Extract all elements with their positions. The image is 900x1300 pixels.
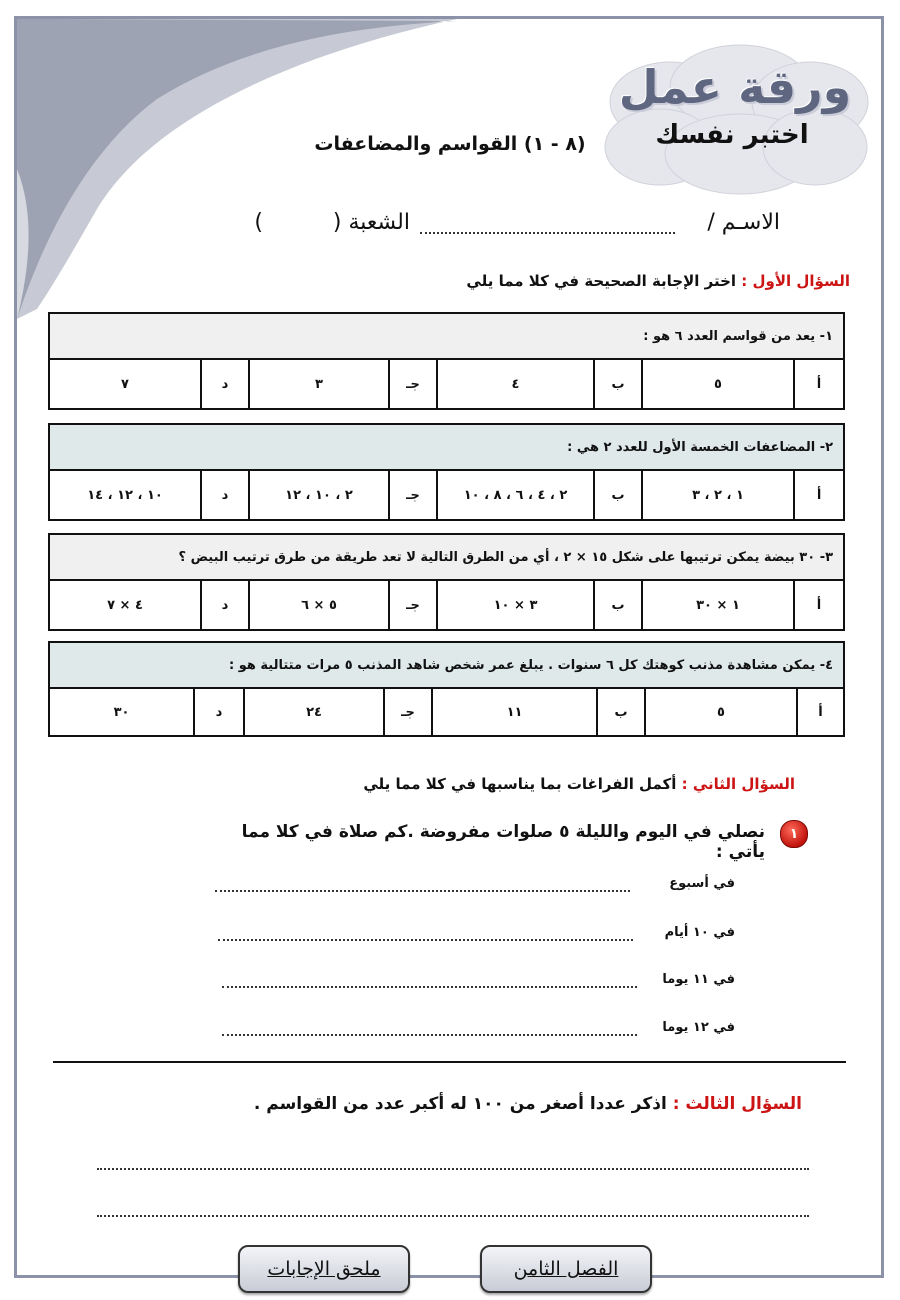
question2-instruction: أكمل الفراغات بما يناسبها في كلا مما يلي (363, 775, 677, 793)
option-a-letter: أ (794, 359, 844, 409)
item4-prompt: ٤- يمكن مشاهدة مذنب كوهتك كل ٦ سنوات . يبلغ عمر شخص شاهد المذنب ٥ مرات متتالية هو : (49, 642, 844, 688)
question3-label: السؤال الثالث : (672, 1094, 802, 1114)
name-label: الاسـم / (707, 210, 780, 235)
answer-line-2[interactable] (97, 1215, 809, 1217)
option-d-value[interactable]: ٤ × ٧ (49, 580, 201, 630)
question1-item1-table (48, 312, 845, 410)
test-yourself-subtitle: اختبر نفسك (655, 120, 809, 150)
worksheet-title-card: ورقة عمل (618, 60, 852, 114)
name-field[interactable] (420, 232, 675, 234)
answer-line-1[interactable] (97, 1168, 809, 1170)
blank-label-11-days: في ١١ يوما (662, 972, 735, 987)
lesson-title: (٨ - ١) القواسم والمضاعفات (314, 133, 586, 155)
option-b-value[interactable]: ٣ × ١٠ (437, 580, 594, 630)
question1-item3-table (48, 533, 845, 631)
option-b-letter: ب (594, 359, 642, 409)
option-b-letter: ب (594, 470, 642, 520)
option-d-value[interactable]: ٣٠ (49, 688, 194, 736)
question1-item4-table (48, 641, 845, 737)
option-a-value[interactable]: ٥ (642, 359, 794, 409)
option-c-value[interactable]: ٢ ، ١٠ ، ١٢ (249, 470, 389, 520)
option-c-value[interactable]: ٣ (249, 359, 389, 409)
answer-blank-12-days[interactable] (222, 1034, 637, 1036)
question2-stem: نصلي في اليوم والليلة ٥ صلوات مفروضة .كم صلاة في كلا مما يأتي : (241, 822, 765, 862)
option-a-value[interactable]: ٥ (645, 688, 797, 736)
item3-prompt: ٣- ٣٠ بيضة يمكن ترتيبها على شكل ١٥ × ٢ ، أي من الطرق التالية لا تعد طريقة من طرق ترتيب البيض ؟ (49, 534, 844, 580)
option-c-letter: جـ (389, 470, 437, 520)
question3-instruction: اذكر عددا أصغر من ١٠٠ له أكبر عدد من القواسم . (253, 1094, 667, 1114)
question1-instruction: اختر الإجابة الصحيحة في كلا مما يلي (466, 272, 737, 290)
blank-label-week: في أسبوع (669, 876, 735, 891)
option-d-letter: د (201, 359, 249, 409)
item2-prompt: ٢- المضاعفات الخمسة الأول للعدد ٢ هي : (49, 424, 844, 470)
question3-header (190, 1094, 802, 1114)
item-number-badge: ١ (780, 820, 808, 848)
section-divider (53, 1061, 846, 1063)
option-a-letter: أ (797, 688, 844, 736)
item1-prompt: ١- يعد من قواسم العدد ٦ هو : (49, 313, 844, 359)
option-d-letter: د (201, 580, 249, 630)
header-swoosh-decoration (17, 19, 477, 319)
option-b-value[interactable]: ٢ ، ٤ ، ٦ ، ٨ ، ١٠ (437, 470, 594, 520)
question2-header (340, 775, 795, 793)
question1-item2-table (48, 423, 845, 521)
option-c-letter: جـ (384, 688, 432, 736)
option-d-value[interactable]: ١٠ ، ١٢ ، ١٤ (49, 470, 201, 520)
answer-blank-10-days[interactable] (218, 939, 633, 941)
option-a-letter: أ (794, 580, 844, 630)
option-a-value[interactable]: ١ ، ٢ ، ٣ (642, 470, 794, 520)
option-d-letter: د (201, 470, 249, 520)
blank-label-10-days: في ١٠ أيام (664, 925, 735, 940)
answer-blank-11-days[interactable] (222, 986, 637, 988)
option-a-letter: أ (794, 470, 844, 520)
chapter-eight-button[interactable]: الفصل الثامن (480, 1245, 652, 1293)
option-d-letter: د (194, 688, 244, 736)
option-b-letter: ب (597, 688, 645, 736)
option-c-value[interactable]: ٢٤ (244, 688, 384, 736)
option-d-value[interactable]: ٧ (49, 359, 201, 409)
option-b-letter: ب (594, 580, 642, 630)
option-c-value[interactable]: ٥ × ٦ (249, 580, 389, 630)
option-a-value[interactable]: ١ × ٣٠ (642, 580, 794, 630)
section-label: الشعبة ( ) (254, 210, 410, 235)
question2-label: السؤال الثاني : (681, 775, 795, 793)
blank-label-12-days: في ١٢ يوما (662, 1020, 735, 1035)
question1-header (430, 272, 850, 290)
option-b-value[interactable]: ٤ (437, 359, 594, 409)
option-c-letter: جـ (389, 359, 437, 409)
question1-label: السؤال الأول : (741, 272, 850, 290)
option-b-value[interactable]: ١١ (432, 688, 597, 736)
answers-appendix-button[interactable]: ملحق الإجابات (238, 1245, 410, 1293)
answer-blank-week[interactable] (215, 890, 630, 892)
option-c-letter: جـ (389, 580, 437, 630)
